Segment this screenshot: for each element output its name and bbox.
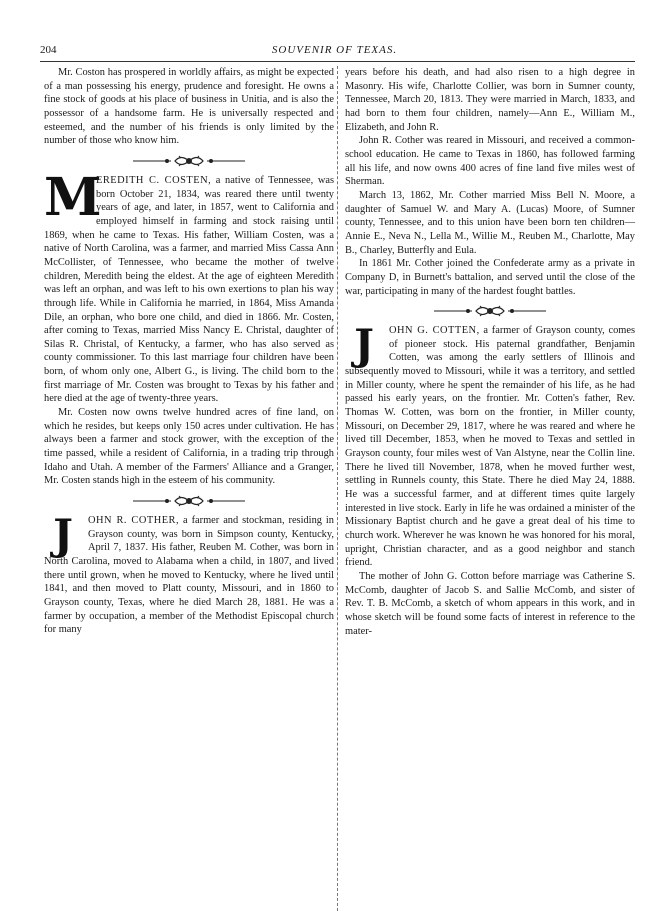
costen-drop-cap: M (44, 166, 102, 228)
costen-biography (44, 166, 335, 488)
running-title: SOUVENIR OF TEXAS. (271, 44, 398, 56)
floral-ornament-icon (44, 491, 334, 511)
cotten-name: OHN G. COTTEN, (389, 325, 480, 337)
cother-paragraph-2: John R. Cother was reared in Missouri, and received a common-school education. He came to Texas in 1860, has followed farming all his life, and now owns 400 acres of fine land five miles west of Sherman. (345, 135, 635, 188)
cother-continuation: years before his death, and had also risen to a high degree in Masonry. His wife, Charlotte Collier, was born in Sumner county, Tennessee, March 20, 1813. They were married in March, 1833, and had born to them four children, namely—Ann E., William M., Elizabeth, and John R. (345, 67, 635, 133)
costen-text-1: a native of Tennessee, was born October 21, 1834, was reared there until twenty years of age, and later, in 1857, went to California and employed himself in farming and stock raising until 1869, when he came to Texas. His father, William Costen, was a native of North Carolina, was a farmer, and married Miss Cassa Ann McCollister, of Tennessee, who became the mother of twelve children, Meredith being the eldest. At the age of eighteen Meredith was left an orphan, and was left to his own exertions to plan his way through life. While in California he married, in 1864, Miss Amanda Dile, an orphan, who bore one child, and died in 1866. Mr. Costen, after coming to Texas, married Miss Nancy E. Christal, daughter of Silas R. Christal, of Kentucky, a farmer, who has also served as county commissioner. To this last marriage four children have been born, of whom only one, Albert G., is living. The child born to the first marriage of Mr. Costen was brought to Texas by his father and here died at the age of twenty-three years. (44, 174, 335, 405)
cotten-paragraph-2: The mother of John G. Cotton before marriage was Catherine S. McComb, daughter of Jacob S. and Sallie McComb, and sister of Rev. T. B. McComb, a sketch of whom appears in this work, and in whose sketch will be found some facts of interest in reference to the mater- (345, 570, 635, 637)
costen-paragraph-2: Mr. Costen now owns twelve hundred acres of fine land, on which he resides, but keeps only 150 acres under cultivation. He has always been a farmer and stock grower, with the exception of the time passed, while a resident of California, in a trading trip through Idaho and Utah. A member of the Farmers' Alliance and a Granger, Mr. Costen stands high in the esteem of his community. (44, 407, 334, 487)
cother-paragraph-4: In 1861 Mr. Cother joined the Confederate army as a private in Company D, in Burnett's battalion, and served until the close of the war, participating in many of the hardest fought battles. (345, 258, 635, 297)
cother-biography (44, 510, 334, 637)
page-number: 204 (40, 44, 57, 56)
cother-paragraph-3: March 13, 1862, Mr. Cother married Miss Bell N. Moore, a daughter of Samuel W. and Mary A. (Lucas) Moore, of Sumner county, Tennessee, and to this union have been born ten children—Annie E., Neva N., Lella M., Willie M., Reuben M., Charlotte, May B., Charley, Butterfly and Eula. (345, 189, 635, 256)
cother-text-1: a farmer and stockman, residing in Grayson county, was born in Simpson county, Kentucky, April 7, 1837. His father, Reuben M. Cother, was born in North Carolina, moved to Alabama when a child, in 1807, and lived there until grown, when he moved to Kentucky, where he lived until 1841, and then moved to Platt county, Missouri, and in 1860 to Grayson county, Texas, where he died March 28, 1881. He was a farmer by occupation, a member of the Methodist Episcopal church for many (44, 515, 334, 636)
cotten-drop-cap: J (354, 320, 374, 370)
costen-name: EREDITH C. COSTEN, (96, 174, 212, 186)
floral-ornament-icon (345, 301, 635, 321)
cother-name: OHN R. COTHER, (88, 515, 180, 527)
cother-drop-cap: J (53, 510, 73, 560)
column-divider (337, 66, 338, 911)
left-column (44, 66, 334, 637)
cother-paragraph-1 (44, 510, 334, 637)
cotten-biography (345, 320, 635, 638)
right-column (345, 66, 635, 638)
header-rule (40, 61, 635, 62)
coston-paragraph: Mr. Coston has prospered in worldly affairs, as might be expected of a man possessing his energy, prudence and foresight. He owns a fine stock of goods at his place of business in Unitia, and is also the possessor of a handsome farm. He is universally respected and esteemed, and the number of his friends is only limited by the number of those who know him. (44, 67, 334, 147)
cotten-paragraph-1 (345, 320, 635, 570)
page-header (0, 44, 669, 58)
cotten-text-1: a farmer of Grayson county, comes of pioneer stock. His paternal grandfather, Benjamin Cotten, was among the early settlers of Illinois and subsequently moved to Missouri, while it was a territory, and settled in Miller county, where he spent the remainder of his life, as he had passed his early years, on the frontier. Mr. Cotten's father, Rev. Thomas W. Cotten, was born on the frontier, in Miller county, Missouri, on December 29, 1817, where he was reared and where he lived till December, 1853, when he moved to Texas and settled in Grayson county, four miles west of Van Alstyne, near the Collin line. There he lived till November, 1878, when he moved further west, settling in Runnels county, this State. There he died May 24, 1888. He was a successful farmer, and at different times quite largely interested in live stock. Early in life he was ordained a minister of the Missionary Baptist church and he gave a great deal of his time to church work. Wherever he was known he was honored for his moral, upright, Christian character, and as a good neighbor and stanch friend. (345, 325, 635, 569)
